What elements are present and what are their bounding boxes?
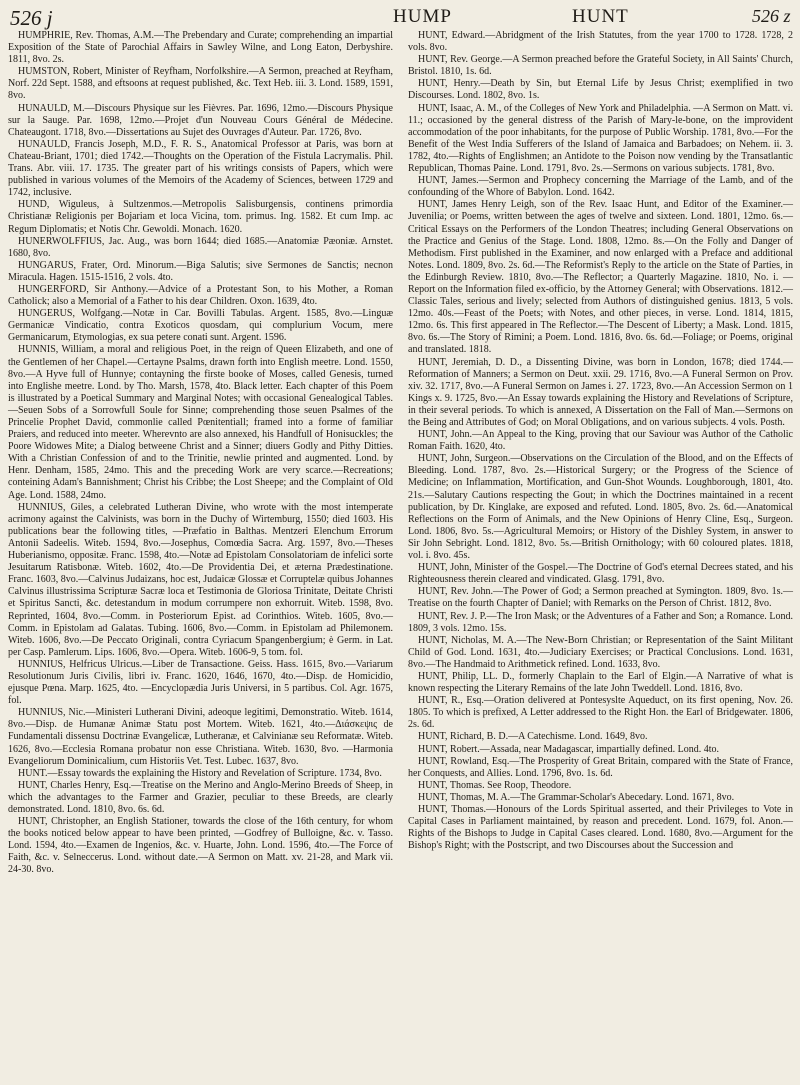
bibliography-entry: HUNGERUS, Wolfgang.—Notæ in Car. Bovilli Tabulas. Argent. 1585, 8vo.—Linguæ Germanicæ Vindicatio, contra Exoticos quosdam, qui complurium Vocum, mere Germanicarum, Etymologias, ex sua petere conati sunt. Argent. 1596.	[8, 308, 393, 344]
bibliography-entry: HUMPHRIE, Rev. Thomas, A.M.—The Prebendary and Curate; comprehending an impartial Exposition of the State of Parochial Affairs in Sawley Wilne, and Long Eaton, Derbyshire. 1811, 8vo. 2s.	[8, 30, 393, 66]
bibliography-entry: HUNT, James Henry Leigh, son of the Rev. Isaac Hunt, and Editor of the Examiner.—Juvenilia; or Poems, written between the ages of twelve and sixteen. Lond. 1801, 12mo. 6s.—Critical Essays on the Performers of the London Theatres; including General Observations on the Practice and Genius of the Stage. Lond. 1808, 12mo. 8s.—On the Folly and Danger of Methodism. First published in the Examiner, and now enlarged with a Preface and additional Notes. Lond. 1809, 8vo. 2s. 6d.—The Reformist's Reply to the article on the State of Parties, in the Edinburgh Review. 1810, 8vo.—The Reflector; a Quarterly Magazine. 1810, No. i. —Report on the Information filed ex-officio, by the Attorney General; with Observations. 1812.—Classic Tales, serious and lively; selected from Authors of distinguished genius. 1813, 5 vols. 12mo. 40s.—Feast of the Poets; with Notes, and other pieces, in verse. Lond. 1814, 1815, 12mo. 6s. This first appeared in The Reflector.—The Descent of Liberty; a Mask. Lond. 1815, 8vo. 6s.—The Story of Rimini; a Poem. Lond. 1816, 8vo. 6s. 6d.—Foliage; or Poems, original and translated. 1818.	[408, 199, 793, 356]
bibliography-entry: HUNNIUS, Giles, a celebrated Lutheran Divine, who wrote with the most intemperate acrimony against the Calvinists, was born in the Duchy of Wirtemburg, 1550; died 1603. His publications bear the following titles, —Præfatio in Balthas. Mentzeri Elenchum Errorum Antonii Sadeelis. Witeb. 1594, 8vo.—Josephus, Comœdia Sacra. Arg. 1597, 8vo.—Theses Huberianismo, oppositæ. Franc. 1598, 4to.—Notæ ad Epistolam Consolatoriam de infelici sorte Jesuitarum Ratisbonæ. Witeb. 1602, 4to.—De Providentia Dei, et æterna Prædestinatione. Franc. 1603, 8vo.—Calvinus Judaizans, hoc est, Judaicæ Glossæ et Corruptelæ quibus Johannes Calvinus illustrissima Scripturæ Sacræ loca et Testimonia de Gloriosa Trinitate, Deitate Christi et Spiritus Sancti, &c. detestandum in modum corrumpere non exhorruit. Witeb. 1598, 8vo. Reprinted, 1604, 8vo.—Comm. in Posteriorum Epist. ad Corinthios. Witeb. 1605, 8vo.—Comm. in Epistolam ad Galatas. Tubing. 1606, 8vo.—Comm. in Epistolam ad Philemonem. Witeb. 1606, 8vo.—De Peccato Originali, contra Cyriacum Spangenbergium; è Germ. in Lat. per Casp. Pamlerum. Lips. 1606, 8vo.—Opera. Witeb. 1606-9, 5 tom. fol.	[8, 501, 393, 658]
bibliography-entry: HUNT, Charles Henry, Esq.—Treatise on the Merino and Anglo-Merino Breeds of Sheep, in which the advantages to the Farmer and Grazier, peculiar to these Breeds, are clearly demonstrated. Lond. 1810, 8vo. 6s. 6d.	[8, 779, 393, 815]
running-head-right: HUNT	[572, 6, 629, 27]
bibliography-entry: HUNNIUS, Helfricus Ulricus.—Liber de Transactione. Geiss. Hass. 1615, 8vo.—Variarum Resolutionum Juris Civilis, libri iv. Franc. 1620, 1646, 1670, 4to.—Disp. de Homicidio, ejusque Pœna. Marp. 1625, 4to. —Encyclopædia Juris Universi, in 5 partibus. Col. Agr. 1675, fol.	[8, 658, 393, 707]
bibliography-entry: HUNT, R., Esq.—Oration delivered at Pontesyslte Aqueduct, on its first opening, Nov. 26. 1805. To which is prefixed, A Letter addressed to the Right Hon. the Earl of Bridgewater. 1806, 2s. 6d.	[408, 695, 793, 731]
bibliography-entry: HUNT, Philip, LL. D., formerly Chaplain to the Earl of Elgin.—A Narrative of what is known respecting the Literary Remains of the late John Tweddell. Lond. 1816, 8vo.	[408, 670, 793, 695]
bibliography-entry: HUNT.—Essay towards the explaining the History and Revelation of Scripture. 1734, 8vo.	[18, 767, 382, 779]
bibliography-entry: HUNT, Rev. John.—The Power of God; a Sermon preached at Symington. 1809, 8vo. 1s.—Treatise on the fourth Chapter of Daniel; with Remarks on the Person of Christ. 1812, 8vo.	[408, 586, 793, 610]
bibliography-entry: HUNT, Rowland, Esq.—The Prosperity of Great Britain, compared with the State of France, her Conquests, and Allies. Lond. 1796, 8vo. 1s. 6d.	[408, 755, 793, 779]
bibliography-entry: HUNAULD, Francis Joseph, M.D., F. R. S., Anatomical Professor at Paris, was born at Chateau-Briant, 1701; died 1742.—Thoughts on the Operation of the Fistula Lacrymalis. Phil. Trans. Abr. viii. 17. 1735. The greater part of his writings consists of Papers, which were published in various volumes of the Memoirs of the Academy of Sciences, between 1729 and 1742, inclusive.	[8, 138, 393, 199]
page-number-right: 526 z	[752, 6, 791, 26]
bibliography-entry: HUNGARUS, Frater, Ord. Minorum.—Biga Salutis; sive Sermones de Sanctis; necnon Miracula. Hagen. 1515-1516, 2 vols. 4to.	[8, 259, 393, 283]
bibliography-entry: HUNT, Edward.—Abridgment of the Irish Statutes, from the year 1700 to 1728. 1728, 2 vols. 8vo.	[408, 30, 793, 54]
bibliography-entry: HUNNIUS, Nic.—Ministeri Lutherani Divini, adeoque legitimi, Demonstratio. Witeb. 1614, 8vo.—Disp. de Humanæ Animæ Statu post Mortem. Witeb. 1621, 4to.—Διάσκεψις de Fundamentali dissensu Doctrinæ Evangelicæ, Lutheranæ, et Calvinianæ seu Reformatæ. Witeb. 1626, 8vo.—Ecclesia Romana probatur non esse Christiana. Witeb. 1630, 8vo. —Harmonia Evangeliorum Dominicalium, cum Historiis Vet. Test. Lubec. 1637, 8vo.	[8, 707, 393, 767]
bibliography-entry: HUNT, Henry.—Death by Sin, but Eternal Life by Jesus Christ; exemplified in two Discourses. Lond. 1802, 8vo. 1s.	[408, 78, 793, 102]
bibliography-entry: HUNT, James.—Sermon and Prophecy concerning the Marriage of the Lamb, and of the confounding of the Whore of Babylon. Lond. 1642.	[408, 175, 793, 199]
bibliography-entry: HUNT, Christopher, an English Stationer, towards the close of the 16th century, for whom the books noticed below appear to have been printed, —Godfrey of Bulloigne, &c. v. Tasso. Lond. 1594, 4to.—Examen de Ingenios, &c. v. Huarte, John. Lond. 1596, 4to.—The Force of Faith, &c. v. Selneccerus. Lond. without date.—A Sermon on Matt. xv. 21-28, and Mark vii. 24-30. 8vo.	[8, 816, 393, 876]
bibliography-entry: HUNAULD, M.—Discours Physique sur les Fièvres. Par. 1696, 12mo.—Discours Physique sur la Sauge. Par. 1698, 12mo.—Projet d'un Nouveau Cours Général de Médecine. Chateaugont. 1718, 8vo.—Dissertations au Sujet des Ouvrages d'Auteur. Par. 1726, 8vo.	[8, 102, 393, 138]
bibliography-entry: HUNT, Nicholas, M. A.—The New-Born Christian; or Representation of the Saint Militant Child of God. Lond. 1631, 4to.—Judiciary Exercises; or Practical Conclusions. Lond. 1631, 8vo.—The Handmaid to Arithmetick refined. Lond. 1633, 8vo.	[408, 634, 793, 670]
bibliography-entry: HUNERWOLFFIUS, Jac. Aug., was born 1644; died 1685.—Anatomiæ Pæoniæ. Arnstet. 1680, 8vo.	[8, 235, 393, 259]
left-column	[8, 30, 393, 877]
page-number-left: 526 j	[10, 6, 53, 30]
bibliography-entry: HUNT, Thomas. See Roop, Theodore.	[418, 779, 572, 791]
running-head-left: HUMP	[393, 6, 452, 27]
bibliography-entry: HUNT, John, Minister of the Gospel.—The Doctrine of God's eternal Decrees stated, and his Righteousness therein cleared and vindicated. Glasg. 1791, 8vo.	[408, 562, 793, 586]
bibliography-entry: HUNT, Jeremiah, D. D., a Dissenting Divine, was born in London, 1678; died 1744.—Reformation of Manners; a Sermon on Deut. xxii. 29. 1716, 8vo.—A Funeral Sermon on Prov. xiv. 32. 1717, 8vo.—A Funeral Sermon on James i. 27. 1723, 8vo.—An Accession Sermon on 1 Kings x. 9. 1725, 8vo.—An Essay towards explaining the History and Revelations of Scripture, in their several periods. To which is annexed, A Dissertation on the Fall of Man.—Sermons on the Being and Attributes of God; on Moral Obligations, and on various subjects. 4 vols. Posth.	[408, 356, 793, 428]
bibliography-entry: HUNT, Thomas.—Honours of the Lords Spiritual asserted, and their Privileges to Vote in Capital Cases in Parliament maintained, by reason and precedent. Lond. 1679, fol. Anon.—Rights of the Bishops to Judge in Capital Cases cleared. Lond. 1680, 8vo.—Argument for the Bishop's Right; with the Postscript, and two Discourses about the Succession and	[408, 804, 793, 852]
bibliography-entry: HUNT, John.—An Appeal to the King, proving that our Saviour was Author of the Catholic Roman Faith. 1620, 4to.	[408, 429, 793, 453]
bibliography-entry: HUNNIS, William, a moral and religious Poet, in the reign of Queen Elizabeth, and one of the Gentlemen of her Chapel.—Certayne Psalms, drawn forth into English meetre. Lond. 1550, 8vo.—A Hyve full of Hunnye; contayning the firste booke of Moses, called Genesis, turned into Englishe meetre. Lond. by Tho. Marsh, 1578, 4to. Black letter. Each chapter of this Poem is illustrated by a Poetical Summary and Marginal Notes; with occasional Genealogical Tables.—Seuen Sobs of a Sorrowfull Soule for Sinne; comprehending those seuen Psalmes of the Princelie Prophet David, commonlie called Pœnitentiall; framed into a forme of familiar Praiers, and reduced into meeter. Wherevnto are also annexed, his Handfull of Honisuckles; the Poore Widowes Mite; a Dialog betweene Christ and a Sinner; diuers Godly and Pithy Ditties. With a Christian Confession of and to the Trinitie, newlie printed and augmented. Lond. by Henr. Denham, 1585, 24mo. This and the preceding Work are very scarce.—Recreations; conteining Adam's Bannishment; Christ his Cribbe; the Lost Sheepe; and the Complaint of Old Age. Lond. 1588, 24mo.	[8, 344, 393, 501]
bibliography-entry: HUNT, Isaac, A. M., of the Colleges of New York and Philadelphia. —A Sermon on Matt. vi. 11.; occasioned by the general distress of the Parish of Mary-le-bone, on the improvident accommodation of the poor inhabitants, for the purpose of Public Worship. 1781, 8vo.—For the Benefit of the West India Sufferers of the Island of Jamaica and Barbadoes; on Nehem. ii. 3. 1782, 4to.—Rights of Englishmen; an Antidote to the Poison now vending by the Transatlantic Republican, Thomas Paine. Lond. 1791, 8vo. 2s.—Sermons on various subjects. 1781, 8vo.	[408, 102, 793, 175]
page-header	[0, 0, 800, 30]
bibliography-entry: HUNGERFORD, Sir Anthony.—Advice of a Protestant Son, to his Mother, a Roman Catholick; also a Memorial of a Father to his dear Children. Oxon. 1639, 4to.	[8, 283, 393, 308]
bibliography-entry: HUNT, John, Surgeon.—Observations on the Circulation of the Blood, and on the Effects of Bleeding. Lond. 1787, 8vo. 2s.—Historical Surgery; or the Progress of the Science of Medicine; on Inflammation, Mortification, and Gun-Shot Wounds. Loughborough, 1801, 4to. 21s.—Salutary Cautions respecting the Gout; in which the Doctrines maintained in a recent publication, by Dr. Kinglake, are exposed and refuted. Lond. 1805, 8vo. 2s. 6d.—Anatomical Reflections on the Form of Animals, and the New Opinions of Henry Cline, Esq., Surgeon. Lond. 1806, 8vo. 5s.—Agricultural Memoirs; or History of the Dishley System, in answer to Sir John Sebright. Lond. 1812, 8vo. 5s.—British Ornithology; with 60 coloured plates. 1818, vol. i. 8vo. 45s.	[408, 453, 793, 562]
right-column	[408, 30, 793, 852]
bibliography-entry: HUNT, Robert.—Assada, near Madagascar, impartially defined. Lond. 4to.	[418, 743, 719, 755]
bibliography-entry: HUNT, Richard, B. D.—A Catechisme. Lond. 1649, 8vo.	[418, 731, 648, 743]
bibliography-entry: HUNT, Rev. J. P.—The Iron Mask; or the Adventures of a Father and Son; a Romance. Lond. 1809, 3 vols. 12mo. 15s.	[408, 610, 793, 634]
bibliography-entry: HUMSTON, Robert, Minister of Reyfham, Norfolkshire.—A Sermon, preached at Reyfham, Norf. 22d Sept. 1588, and eftsoons at request published, &c. Text Heb. iii. 3. Lond. 1589, 1591, 8vo.	[8, 66, 393, 102]
bibliography-entry: HUNT, Thomas, M. A.—The Grammar-Scholar's Abecedary. Lond. 1671, 8vo.	[418, 791, 735, 803]
bibliography-entry: HUND, Wiguleus, à Sultzenmos.—Metropolis Salisburgensis, continens primordia Christianæ Religionis per Bojariam et loca Vicina, tom. primus. Ing. 1582. Et cum Imp. ac Regum Diplomatis; et Notis Chr. Gewoldi. Monach. 1620.	[8, 199, 393, 235]
bibliography-entry: HUNT, Rev. George.—A Sermon preached before the Grateful Society, in All Saints' Church, Bristol. 1810, 1s. 6d.	[408, 54, 793, 78]
